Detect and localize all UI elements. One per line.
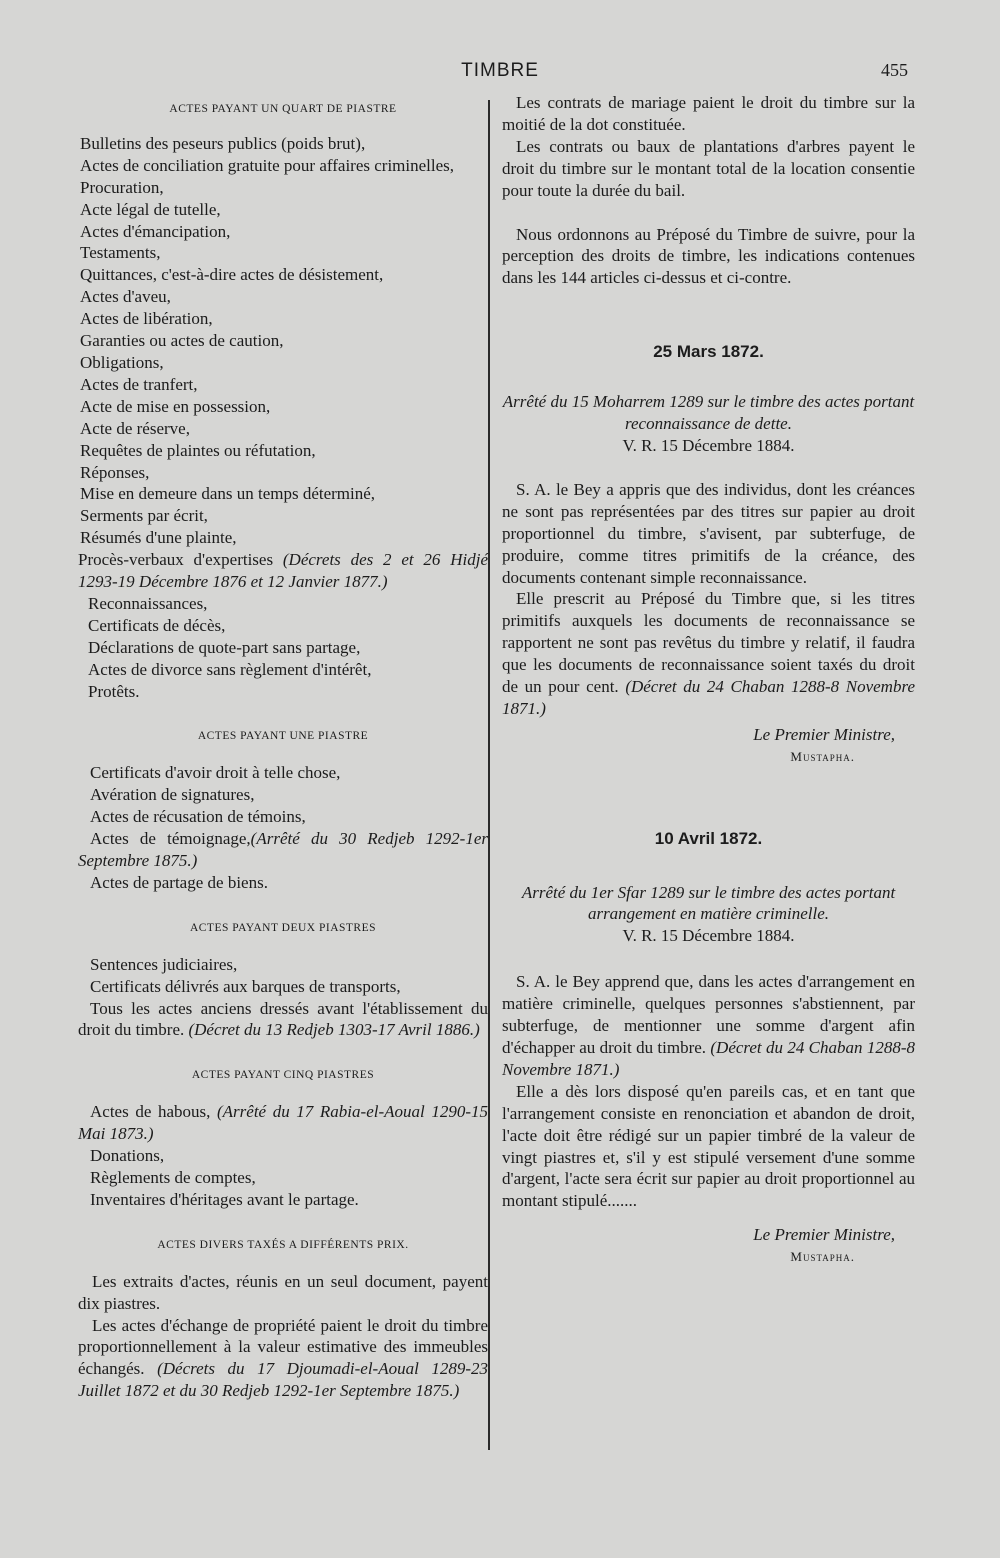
list-item: Actes de conciliation gratuite pour affaires criminelles, <box>80 155 455 175</box>
decree-1-paragraph-2 <box>502 588 915 719</box>
section-heading-deux: ACTES PAYANT DEUX PIASTRES <box>189 921 377 934</box>
proces-verbaux-item <box>78 549 488 593</box>
list-item: Mise en demeure dans un temps déterminé, <box>80 484 376 504</box>
list-item: Obligations, <box>80 352 164 372</box>
section-heading-divers: ACTES DIVERS TAXÉS A DIFFÉRENTS PRIX. <box>157 1238 409 1251</box>
temoignage-label: Actes de témoignage, <box>90 829 251 849</box>
list-item: Réponses, <box>80 462 150 482</box>
tous-actes-text: Tous les actes anciens dressés avant l'établissement du droit du timbre. <box>78 998 488 1040</box>
decree-1-vr: V. R. 15 Décembre 1884. <box>622 435 795 455</box>
proces-reference: (Décrets des 2 et 26 Hidjé 1293-19 Décembre 1876 et 12 Janvier 1877.) <box>78 550 488 592</box>
list-item: Certificats de décès, <box>88 615 226 635</box>
tous-actes-item <box>78 998 488 1042</box>
list-item: Avération de signatures, <box>90 785 255 805</box>
decree-1-title: Arrêté du 15 Moharrem 1289 sur le timbre des actes portant reconnaissance de dette. <box>502 392 915 434</box>
list-item: Certificats d'avoir droit à telle chose, <box>90 763 341 783</box>
list-cinq-piastres <box>78 1145 488 1211</box>
list-quart-piastre <box>78 133 488 549</box>
list-item: Acte légal de tutelle, <box>80 199 221 219</box>
decree-2-p1-text: S. A. le Bey apprend que, dans les actes d'arrangement en matière criminelle, quelques personnes s'abstiennent, par subterfuge, de mentionner une somme d'argent afin d'échapper au droit du timbre. <box>502 972 915 1057</box>
list-item: Certificats délivrés aux barques de transports, <box>90 976 401 996</box>
list-item: Testaments, <box>80 243 161 263</box>
section-heading-quart: ACTES PAYANT UN QUART DE PIASTRE <box>169 103 397 115</box>
list-item: Actes d'émancipation, <box>80 221 231 241</box>
list-deux-piastres <box>78 954 488 998</box>
list-item: Donations, <box>90 1146 165 1166</box>
list-item: Actes de libération, <box>80 309 213 329</box>
list-item: Quittances, c'est-à-dire actes de désistement, <box>80 265 384 285</box>
ordonnance-paragraph: Nous ordonnons au Préposé du Timbre de suivre, pour la perception des droits de timbre, les indications contenues dans les 144 articles ci-dessus et ci-contre. <box>502 224 915 288</box>
decree-1-signature-name: Mustapha. <box>790 748 855 764</box>
section-heading-une: ACTES PAYANT UNE PIASTRE <box>197 730 369 743</box>
list-item: Acte de mise en possession, <box>80 396 271 416</box>
section-heading-cinq: ACTES PAYANT CINQ PIASTRES <box>191 1069 375 1082</box>
decree-2-reference: (Décret du 24 Chaban 1288-8 Novembre 1871.) <box>502 1038 915 1079</box>
left-column <box>78 96 488 1402</box>
partage-item: Actes de partage de biens. <box>90 872 268 892</box>
decree-2-signature-title: Le Premier Ministre, <box>753 1225 895 1245</box>
decree-1-reference: (Décret du 24 Chaban 1288-8 Novembre 1871.) <box>502 677 915 718</box>
list-item: Inventaires d'héritages avant le partage. <box>90 1189 359 1209</box>
echange-reference: (Décrets du 17 Djoumadi-el-Aoual 1289-23 Juillet 1872 et du 30 Redjeb 1292-1er Septembre 1875.) <box>78 1359 489 1401</box>
decree-2-paragraph-1 <box>502 971 915 1081</box>
habous-reference: (Arrêté du 17 Rabia-el-Aoual 1290-15 Mai 1873.) <box>78 1102 488 1144</box>
decree-1-signature-title: Le Premier Ministre, <box>753 724 895 744</box>
decree-2-vr: V. R. 15 Décembre 1884. <box>622 926 795 946</box>
running-header: TIMBRE <box>461 60 539 81</box>
list-item: Procuration, <box>80 177 164 197</box>
list-quart-piastre-2 <box>78 593 488 703</box>
decree-1-p2-text: Elle prescrit au Préposé du Timbre que, si les titres primitifs auxquels les documents de reconnaissance se rapportent ne sont pas revêtus du timbre y relatif, il faudra que les documents de reconnaissance soient taxés du droit de un pour cent. <box>502 589 915 697</box>
decree-1-paragraph-1: S. A. le Bey a appris que des individus, dont les créances ne sont pas représentées par des titres sur papier au droit proportionnel du timbre, s'avisent, par subterfuge, de produire, comme titres primitifs de la créance, des documents contenant simple reconnaissance. <box>502 479 915 587</box>
baux-paragraph: Les contrats ou baux de plantations d'arbres payent le droit du timbre sur le montant total de la location consentie pour toute la durée du bail. <box>502 136 915 200</box>
habous-label: Actes de habous, <box>90 1102 211 1122</box>
list-item: Actes de récusation de témoins, <box>90 807 306 827</box>
list-item: Garanties ou actes de caution, <box>80 331 284 351</box>
list-item: Actes d'aveu, <box>80 287 171 307</box>
list-item: Serments par écrit, <box>80 506 208 526</box>
extraits-paragraph: Les extraits d'actes, réunis en un seul document, payent dix piastres. <box>78 1271 488 1313</box>
page-number: 455 <box>881 60 908 80</box>
list-item: Reconnaissances, <box>88 593 208 613</box>
mariage-paragraph: Les contrats de mariage paient le droit du timbre sur la moitié de la dot constituée. <box>502 93 915 134</box>
list-item: Bulletins des peseurs publics (poids brut), <box>80 133 366 153</box>
column-divider <box>488 100 490 1450</box>
echange-text: Les actes d'échange de propriété paient le droit du timbre proportionnellement à la valeur estimative des immeubles échangés. <box>78 1315 488 1379</box>
temoignage-item <box>78 828 488 872</box>
decree-2-date: 10 Avril 1872. <box>654 828 763 848</box>
decree-2-title: Arrêté du 1er Sfar 1289 sur le timbre des actes portant arrangement en matière criminelle. <box>521 882 896 924</box>
list-item: Sentences judiciaires, <box>90 954 238 974</box>
list-item: Protêts. <box>88 681 140 701</box>
tous-actes-reference: (Décret du 13 Redjeb 1303-17 Avril 1886.) <box>188 1020 480 1040</box>
proces-label: Procès-verbaux d'expertises <box>78 550 274 570</box>
list-une-piastre <box>78 762 488 828</box>
right-column <box>502 92 915 1268</box>
list-item: Actes de divorce sans règlement d'intérêt, <box>88 659 372 679</box>
decree-2-paragraph-2: Elle a dès lors disposé qu'en pareils cas, et en tant que l'arrangement consiste en renonciation et abandon de droit, l'acte doit être rédigé sur un papier timbré de la valeur de vingt piastres et, s'il y est stipulé versement d'une somme d'argent, l'acte sera écrit sur papier au droit proportionnel au montant stipulé....... <box>502 1081 915 1211</box>
decree-2-signature-name: Mustapha. <box>790 1249 855 1265</box>
list-item: Déclarations de quote-part sans partage, <box>88 637 361 657</box>
list-item: Acte de réserve, <box>80 418 190 438</box>
list-item: Règlements de comptes, <box>90 1167 256 1187</box>
list-item: Résumés d'une plainte, <box>80 528 237 548</box>
temoignage-reference: (Arrêté du 30 Redjeb 1292-1er Septembre 1875.) <box>78 829 488 870</box>
list-item: Requêtes de plaintes ou réfutation, <box>80 440 316 460</box>
habous-item <box>78 1101 488 1145</box>
echange-paragraph <box>78 1315 488 1403</box>
list-item: Actes de tranfert, <box>80 374 198 394</box>
decree-1-date: 25 Mars 1872. <box>653 342 764 362</box>
